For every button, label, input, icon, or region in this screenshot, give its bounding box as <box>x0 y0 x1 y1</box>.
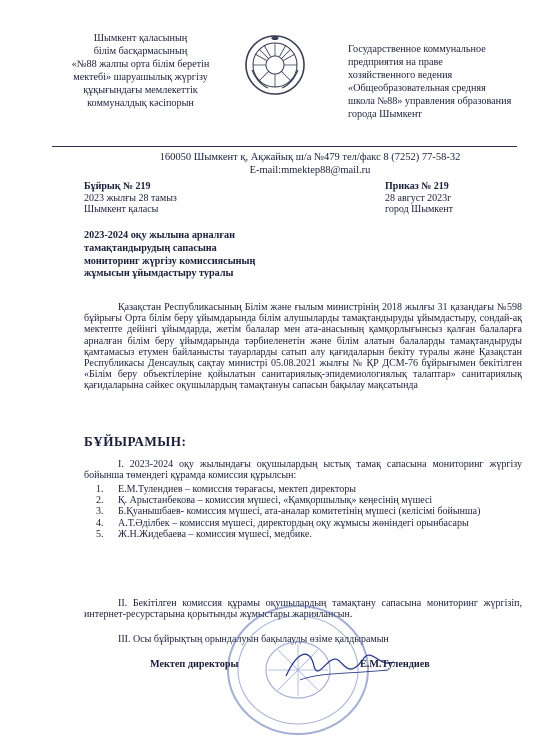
header-ru-line: предприятия на праве <box>348 57 443 68</box>
order-kz-number: Бұйрық № 219 <box>84 181 151 192</box>
header-kz-line: «№88 жалпы орта білім беретін <box>71 59 210 70</box>
list-item-text: Б.Қуанышбаев- комиссия мүшесі, ата-аналар комитетінің мүшесі (келісімі бойынша) <box>118 506 481 518</box>
header-ru-line: «Общеобразовательная средняя <box>348 83 486 94</box>
header-ru-line: хозяйственного ведения <box>348 70 453 81</box>
title-line: тамақтандырудың сапасына <box>84 242 217 254</box>
header-kz-block <box>58 32 223 110</box>
list-item-number: 3. <box>96 506 104 518</box>
list-item-number: 4. <box>96 517 104 529</box>
order-ru-date: 28 август 2023г <box>385 192 452 204</box>
signature-position: Мектеп директоры <box>150 659 239 670</box>
document-title <box>84 230 324 281</box>
list-item-text: Ж.Н.Жидебаева – комиссия мүшесі, медбике. <box>118 528 312 540</box>
title-line: 2023-2024 оқу жылына арналған <box>84 230 235 241</box>
list-item-number: 2. <box>96 495 104 507</box>
title-line: жұмысын ұйымдастыру туралы <box>84 268 234 280</box>
header-ru-line: Государственное коммунальное <box>348 44 486 55</box>
header-kz-line: мектебі» шаруашылық жүргізу <box>73 72 208 83</box>
order-heading: БҰЙЫРАМЫН: <box>84 434 187 449</box>
list-item-text: Е.М.Тулендиев – комиссия төрағасы, мектеп директоры <box>118 484 356 495</box>
section-1: I. 2023-2024 оқу жылындағы оқушылардың ыстық тамақ сапасына мониторинг жүргізу бойынша төмендегі құрамда комиссия құрылсын: <box>84 459 522 482</box>
kazakhstan-emblem-icon <box>244 34 306 96</box>
header-kz-line: коммуналдық кәсіпорын <box>87 98 194 109</box>
order-kz-date: 2023 жылғы 28 тамыз <box>84 192 177 204</box>
order-kz-block <box>84 181 177 216</box>
list-item <box>84 506 522 517</box>
order-ru-number: Приказ № 219 <box>385 181 449 192</box>
list-item-text: А.Т.Әділбек – комиссия мүшесі, директордың оқу жұмысы жөніндегі орынбасары <box>118 517 469 529</box>
header-kz-line: Шымкент қаласының <box>93 33 188 44</box>
header-ru-line: школа №88» управления образования <box>348 96 512 107</box>
list-item <box>84 518 522 529</box>
header-kz-line: білім басқармасының <box>93 46 188 57</box>
header-ru-line: города Шымкент <box>348 109 422 120</box>
section-3: III. Осы бұйрықтың орындалуын бақылауды өзіме қалдырамын <box>118 634 389 645</box>
list-item-number: 5. <box>96 528 104 540</box>
header-ru-block <box>348 43 533 121</box>
section-2: II. Бекітілген комиссия құрамы оқушылардың тамақтану сапасына мониторинг жүргізіп, интернет-ресурстарына қорытынды жұмыстары жариялансын. <box>84 598 522 621</box>
list-item <box>84 529 522 540</box>
header-divider <box>52 146 517 147</box>
list-item <box>84 484 522 495</box>
preamble-paragraph: Қазақстан Республикасының Білім және ғылым министрінің 2018 жылғы 31 қазандағы №598 бұйрығы Орта білім беру ұйымдарында білім алушыларды тамақтандыруды ұйымдастыру, сондай-ақ мектепте дейінгі ұйымдарда, жетім балалар мен ата-анасының қамқорлығынсыз қалған балаларға арналған білім беру ұйымдарында тәрбиеленетін және білім алатын балаларды тамақтандыруды қамтамасыз етумен байланысты тауарларды сатып алу қағидаларын бекіту туралы және Қазақстан Республикасы Денсаулық сақтау министрі 05.08.2021 жылғы № ҚР ДСМ-76 бұйрығымен бекітілген «Білім беру объектілеріне қойылатын санитариялық-эпидемиологиялық талаптар» санитариялық қағидаларына сәйкес оқушылардың тамақтануы сапасын бақылау мақсатында <box>84 302 522 392</box>
address-line: 160050 Шымкент қ, Ақжайық ш/а №479 тел/факс 8 (7252) 77-58-32 <box>159 152 461 163</box>
order-ru-city: город Шымкент <box>385 204 454 215</box>
list-item-number: 1. <box>96 484 104 495</box>
signature-name: Е.М.Тулендиев <box>360 659 430 670</box>
order-ru-block <box>385 181 453 216</box>
header-kz-line: құқығындағы мемлекеттік <box>83 85 198 96</box>
list-item <box>84 495 522 506</box>
commission-members-list <box>84 484 522 540</box>
title-line: мониторинг жүргізу комиссиясының <box>84 255 256 267</box>
list-item-text: Қ. Арыстанбекова – комиссия мүшесі, «Қамқоршылық» кеңесінің мүшесі <box>118 495 433 507</box>
order-kz-city: Шымкент қаласы <box>84 204 159 215</box>
email-line: E-mail:mmektep88@mail.ru <box>249 165 371 176</box>
